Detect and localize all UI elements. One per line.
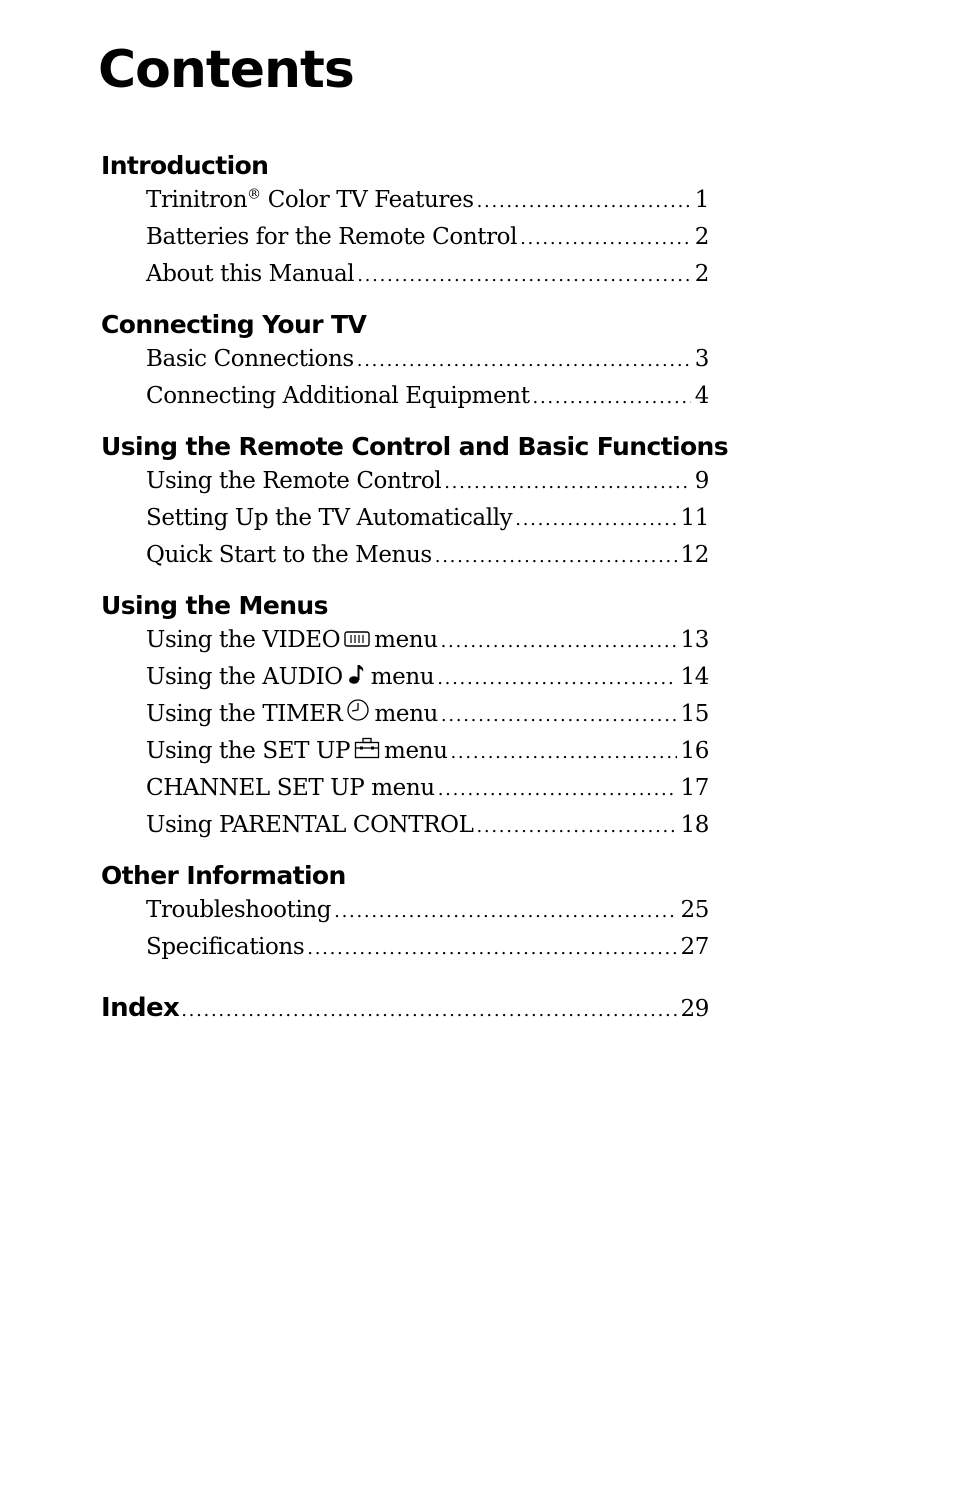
entry-label: Using the TIMER menu [146,696,438,734]
dot-leader [533,379,691,416]
dot-leader [441,623,677,660]
index-label: Index [101,993,180,1023]
page-number: 14 [680,664,709,690]
entry-label: Using the Remote Control [146,468,442,494]
toolbox-icon [354,734,380,771]
page-number: 2 [694,261,709,287]
toc-entry-index[interactable] [101,988,709,1028]
table-of-contents [101,150,729,1028]
page-number: 3 [694,346,709,372]
toc-entry-video-menu[interactable] [101,622,709,659]
dot-leader [444,464,691,501]
toc-entry-setup-menu[interactable] [101,733,709,770]
entry-label: Setting Up the TV Automatically [146,505,513,531]
dot-leader [437,660,676,697]
dot-leader [357,257,691,294]
dot-leader [520,220,691,257]
entry-label: Batteries for the Remote Control [146,224,518,250]
toc-entry-audio-menu[interactable] [101,659,709,696]
page-number: 25 [680,897,709,923]
dot-leader [307,930,676,967]
dot-leader [477,183,691,220]
page-number: 15 [680,701,709,727]
dot-leader [450,734,676,771]
toc-section-other-information [101,860,709,966]
section-heading: Using the Remote Control and Basic Functions [101,432,729,461]
registered-mark: ® [247,186,261,203]
clock-icon [346,697,370,734]
toc-entry-using-remote[interactable] [101,463,709,500]
entry-label: Troubleshooting [146,897,332,923]
dot-leader [334,893,676,930]
dot-leader [438,771,677,808]
entry-label: Using the VIDEO menu [146,622,438,660]
page-number: 12 [680,542,709,568]
music-note-icon [347,660,367,697]
dot-leader [441,697,677,734]
toc-entry-timer-menu[interactable] [101,696,709,733]
entry-label: Trinitron® Color TV Features [146,186,474,213]
page-number: 9 [694,468,709,494]
page-number: 2 [694,224,709,250]
toc-section-connecting [101,309,709,415]
toc-entry-quick-start[interactable] [101,537,709,574]
toc-entry-basic-connections[interactable] [101,341,709,378]
toc-entry-about-manual[interactable] [101,256,709,293]
dot-leader [181,991,676,1031]
video-menu-icon [344,623,370,660]
toc-section-introduction [101,150,709,293]
toc-entry-troubleshooting[interactable] [101,892,709,929]
page-number: 1 [694,187,709,213]
toc-entry-channel-setup[interactable] [101,770,709,807]
page-number: 4 [694,383,709,409]
toc-entry-batteries[interactable] [101,219,709,256]
section-heading: Introduction [101,151,269,180]
page-number: 18 [680,812,709,838]
toc-entry-setting-up-automatically[interactable] [101,500,709,537]
page-number: 29 [680,996,709,1022]
section-heading: Using the Menus [101,591,328,620]
toc-entry-additional-equipment[interactable] [101,378,709,415]
entry-label: Quick Start to the Menus [146,542,432,568]
toc-entry-parental-control[interactable] [101,807,709,844]
entry-label: Using the SET UP menu [146,733,447,771]
entry-label: Using PARENTAL CONTROL [146,812,474,838]
toc-entry-color-tv-features[interactable] [101,182,709,219]
page-title: Contents [98,40,354,100]
dot-leader [515,501,676,538]
toc-section-menus [101,590,709,844]
page-number: 13 [680,627,709,653]
dot-leader [435,538,677,575]
toc-section-remote-control [101,431,729,574]
entry-label: Basic Connections [146,346,354,372]
entry-label: About this Manual [146,261,355,287]
toc-entry-specifications[interactable] [101,929,709,966]
entry-label: Specifications [146,934,305,960]
page-number: 17 [680,775,709,801]
section-heading: Other Information [101,861,346,890]
section-heading: Connecting Your TV [101,310,367,339]
entry-label: Using the AUDIO menu [146,659,434,697]
dot-leader [476,808,676,845]
page-number: 16 [680,738,709,764]
dot-leader [357,342,691,379]
page-number: 27 [680,934,709,960]
entry-label: CHANNEL SET UP menu [146,775,435,801]
page-number: 11 [680,505,709,531]
entry-label: Connecting Additional Equipment [146,383,530,409]
